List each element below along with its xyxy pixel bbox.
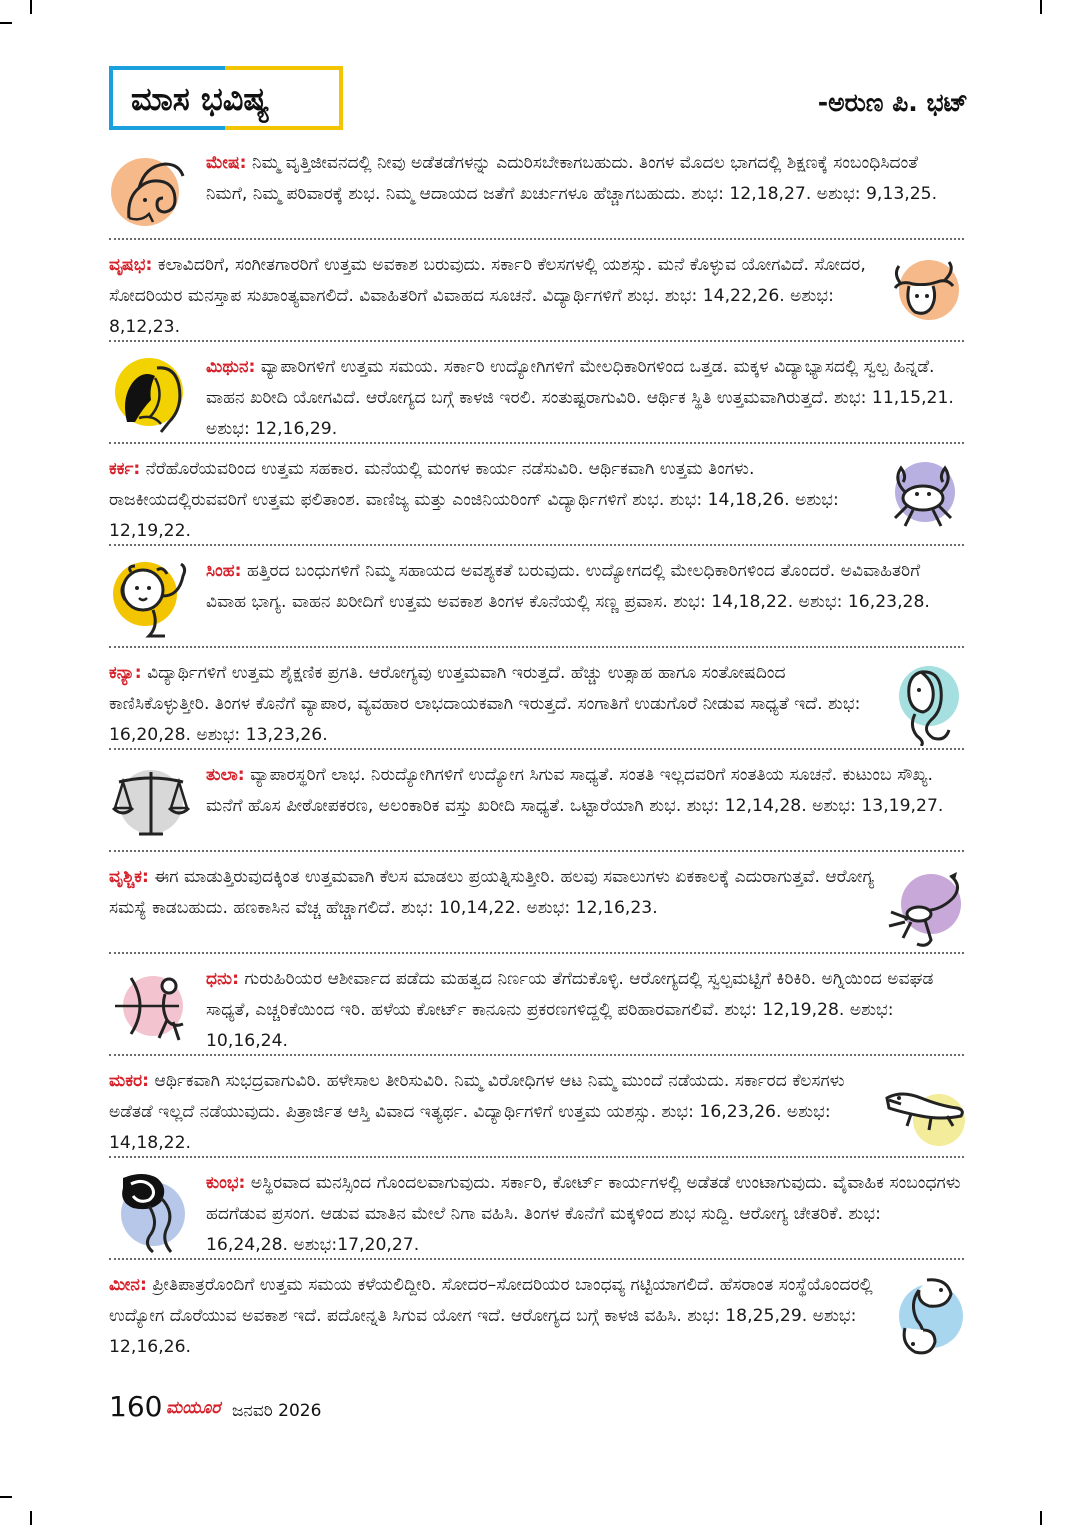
horoscope-entry-simha xyxy=(109,550,964,646)
horoscope-entry-vrishabha xyxy=(109,244,964,340)
sign-name: ವೃಷಭ: xyxy=(109,255,153,275)
entry-body: ಹತ್ತಿರದ ಬಂಧುಗಳಿಗೆ ನಿಮ್ಮ ಸಹಾಯದ ಅವಶ್ಯಕತೆ ಬರುವುದು. ಉದ್ಯೋಗದಲ್ಲಿ ಮೇಲಧಿಕಾರಿಗಳಿಂದ ತೊಂದರೆ. ಅವಿವಾಹಿತರಿಗೆ ವಿವಾಹ ಭಾಗ್ಯ. ವಾಹನ ಖರೀದಿಗೆ ಉತ್ತಮ ಅವಕಾಶ ತಿಂಗಳ ಕೊನೆಯಲ್ಲಿ ಸಣ್ಣ ಪ್ರವಾಸ. ಶುಭ: 14,18,22. ಅಶುಭ: 16,23,28. xyxy=(206,561,930,612)
entry-text xyxy=(109,1270,881,1363)
sign-name: ಸಿಂಹ: xyxy=(206,561,242,581)
archer-icon xyxy=(109,964,195,1050)
maiden-icon xyxy=(881,660,967,746)
dotted-divider xyxy=(109,1054,964,1056)
entry-body: ಆರ್ಥಿಕವಾಗಿ ಸುಭದ್ರವಾಗುವಿರಿ. ಹಳೇಸಾಲ ತೀರಿಸುವಿರಿ. ನಿಮ್ಮ ವಿರೋಧಿಗಳ ಆಟ ನಿಮ್ಮ ಮುಂದೆ ನಡೆಯದು. ಸರ್ಕಾರದ ಕೆಲಸಗಳು ಅಡೆತಡೆ ಇಲ್ಲದೆ ನಡೆಯುವುದು. ಪಿತ್ರಾರ್ಜಿತ ಆಸ್ತಿ ವಿವಾದ ಇತ್ಯರ್ಥ. ವಿದ್ಯಾರ್ಥಿಗಳಿಗೆ ಉತ್ತಮ ಯಶಸ್ಸು. ಶುಭ: 16,23,26. ಅಶುಭ: 14,18,22. xyxy=(109,1071,845,1153)
author-name: -ಅರುಣ ಪಿ. ಭಟ್ xyxy=(817,88,968,117)
entry-body: ಗುರುಹಿರಿಯರ ಆಶೀರ್ವಾದ ಪಡೆದು ಮಹತ್ವದ ನಿರ್ಣಯ ತೆಗೆದುಕೊಳ್ಳಿ. ಆರೋಗ್ಯದಲ್ಲಿ ಸ್ವಲ್ಪಮಟ್ಟಿಗೆ ಕಿರಿಕಿರಿ. ಅಗ್ನಿಯಿಂದ ಅವಘಡ ಸಾಧ್ಯತೆ, ಎಚ್ಚರಿಕೆಯಿಂದ ಇರಿ. ಹಳೆಯ ಕೋರ್ಟ್ ಕಾನೂನು ಪ್ರಕರಣಗಳಿದ್ದಲ್ಲಿ ಪರಿಹಾರವಾಗಲಿವೆ. ಶುಭ: 12,19,28. ಅಶುಭ: 10,16,24. xyxy=(206,969,934,1051)
dotted-divider xyxy=(109,1258,964,1260)
sign-name: ಕನ್ಯಾ: xyxy=(109,663,142,683)
sign-name: ಮೇಷ: xyxy=(206,153,247,173)
dotted-divider xyxy=(109,850,964,852)
entry-text xyxy=(109,250,881,343)
entry-text xyxy=(206,760,964,822)
dotted-divider xyxy=(109,646,964,648)
dotted-divider xyxy=(109,340,964,342)
horoscope-entry-dhanu xyxy=(109,958,964,1054)
sign-name: ಮಕರ: xyxy=(109,1071,150,1091)
sign-name: ಕುಂಭ: xyxy=(206,1173,246,1193)
entry-text xyxy=(109,862,881,924)
crop-mark xyxy=(30,1511,32,1525)
entry-text xyxy=(206,148,964,210)
entry-body: ಅಸ್ಥಿರವಾದ ಮನಸ್ಸಿಂದ ಗೊಂದಲವಾಗುವುದು. ಸರ್ಕಾರಿ, ಕೋರ್ಟ್ ಕಾರ್ಯಗಳಲ್ಲಿ ಅಡೆತಡೆ ಉಂಟಾಗುವುದು. ವೈವಾಹಿಕ ಸಂಬಂಧಗಳು ಹದಗೆಡುವ ಪ್ರಸಂಗ. ಆಡುವ ಮಾತಿನ ಮೇಲೆ ನಿಗಾ ವಹಿಸಿ. ತಿಂಗಳ ಕೊನೆಗೆ ಮಕ್ಕಳಿಂದ ಶುಭ ಸುದ್ದಿ. ಆರೋಗ್ಯ ಚೇತರಿಕೆ. ಶುಭ: 16,24,28. ಅಶುಭ:17,20,27. xyxy=(206,1173,961,1255)
entry-body: ವಿದ್ಯಾರ್ಥಿಗಳಿಗೆ ಉತ್ತಮ ಶೈಕ್ಷಣಿಕ ಪ್ರಗತಿ. ಆರೋಗ್ಯವು ಉತ್ತಮವಾಗಿ ಇರುತ್ತದೆ. ಹೆಚ್ಚು ಉತ್ಸಾಹ ಹಾಗೂ ಸಂತೋಷದಿಂದ ಕಾಣಿಸಿಕೊಳ್ಳುತ್ತೀರಿ. ತಿಂಗಳ ಕೊನೆಗೆ ವ್ಯಾಪಾರ, ವ್ಯವಹಾರ ಲಾಭದಾಯಕವಾಗಿ ಇರುತ್ತದೆ. ಸಂಗಾತಿಗೆ ಉಡುಗೊರೆ ನೀಡುವ ಸಾಧ್ಯತೆ ಇದೆ. ಶುಭ: 16,20,28. ಅಶುಭ: 13,23,26. xyxy=(109,663,861,745)
crop-mark xyxy=(0,1496,12,1498)
sign-name: ವೃಶ್ಚಿಕ: xyxy=(109,867,149,887)
fish-icon xyxy=(881,1272,967,1358)
entry-text xyxy=(206,964,964,1057)
crop-mark xyxy=(30,0,32,14)
horoscope-entry-vrishchika xyxy=(109,856,964,952)
horoscope-entry-meena xyxy=(109,1264,964,1360)
page-number: 160 xyxy=(109,1390,163,1423)
entry-body: ಈಗ ಮಾಡುತ್ತಿರುವುದಕ್ಕಿಂತ ಉತ್ತಮವಾಗಿ ಕೆಲಸ ಮಾಡಲು ಪ್ರಯತ್ನಿಸುತ್ತೀರಿ. ಹಲವು ಸವಾಲುಗಳು ಏಕಕಾಲಕ್ಕೆ ಎದುರಾಗುತ್ತವೆ. ಆರೋಗ್ಯ ಸಮಸ್ಯೆ ಕಾಡಬಹುದು. ಹಣಕಾಸಿನ ವೆಚ್ಚ ಹೆಚ್ಚಾಗಲಿದೆ. ಶುಭ: 10,14,22. ಅಶುಭ: 12,16,23. xyxy=(109,867,875,918)
entry-text xyxy=(206,556,964,618)
dotted-divider xyxy=(109,1156,964,1158)
sign-name: ಮೀನ: xyxy=(109,1275,147,1295)
twins-icon xyxy=(109,352,195,438)
horoscope-entry-mesha xyxy=(109,142,964,238)
issue-date: ಜನವರಿ 2026 xyxy=(232,1401,322,1421)
entry-text xyxy=(109,454,881,547)
sign-name: ಕರ್ಕ: xyxy=(109,459,141,479)
horoscope-entry-kumbha xyxy=(109,1162,964,1258)
entry-body: ನೆರೆಹೊರೆಯವರಿಂದ ಉತ್ತಮ ಸಹಕಾರ. ಮನೆಯಲ್ಲಿ ಮಂಗಳ ಕಾರ್ಯ ನಡೆಸುವಿರಿ. ಆರ್ಥಿಕವಾಗಿ ಉತ್ತಮ ತಿಂಗಳು. ರಾಜಕೀಯದಲ್ಲಿರುವವರಿಗೆ ಉತ್ತಮ ಫಲಿತಾಂಶ. ವಾಣಿಜ್ಯ ಮತ್ತು ಎಂಜಿನಿಯರಿಂಗ್ ವಿದ್ಯಾರ್ಥಿಗಳಿಗೆ ಶುಭ. ಶುಭ: 14,18,26. ಅಶುಭ: 12,19,22. xyxy=(109,459,839,541)
dotted-divider xyxy=(109,952,964,954)
crop-mark xyxy=(1040,1511,1042,1525)
dotted-divider xyxy=(109,238,964,240)
entry-text xyxy=(109,658,881,751)
horoscope-entry-tula xyxy=(109,754,964,850)
entry-text xyxy=(109,1066,881,1159)
horoscope-entry-kanya xyxy=(109,652,964,748)
crop-mark xyxy=(1040,0,1042,14)
sign-name: ತುಲಾ: xyxy=(206,765,245,785)
page-title: ಮಾಸ ಭವಿಷ್ಯ xyxy=(131,80,270,118)
bull-icon xyxy=(881,252,967,338)
crop-mark xyxy=(0,22,12,24)
entry-body: ಕಲಾವಿದರಿಗೆ, ಸಂಗೀತಗಾರರಿಗೆ ಉತ್ತಮ ಅವಕಾಶ ಬರುವುದು. ಸರ್ಕಾರಿ ಕೆಲಸಗಳಲ್ಲಿ ಯಶಸ್ಸು. ಮನೆ ಕೊಳ್ಳುವ ಯೋಗವಿದೆ. ಸೋದರ, ಸೋದರಿಯರ ಮನಸ್ತಾಪ ಸುಖಾಂತ್ಯವಾಗಲಿದೆ. ವಿವಾಹಿತರಿಗೆ ವಿವಾಹದ ಸೂಚನೆ. ವಿದ್ಯಾರ್ಥಿಗಳಿಗೆ ಶುಭ. ಶುಭ: 14,22,26. ಅಶುಭ: 8,12,23. xyxy=(109,255,866,337)
scorpion-icon xyxy=(881,864,967,950)
dotted-divider xyxy=(109,544,964,546)
entry-body: ವ್ಯಾಪಾರಿಗಳಿಗೆ ಉತ್ತಮ ಸಮಯ. ಸರ್ಕಾರಿ ಉದ್ಯೋಗಿಗಳಿಗೆ ಮೇಲಧಿಕಾರಿಗಳಿಂದ ಒತ್ತಡ. ಮಕ್ಕಳ ವಿದ್ಯಾಭ್ಯಾಸದಲ್ಲಿ ಸ್ವಲ್ಪ ಹಿನ್ನಡೆ. ವಾಹನ ಖರೀದಿ ಯೋಗವಿದೆ. ಆರೋಗ್ಯದ ಬಗ್ಗೆ ಕಾಳಜಿ ಇರಲಿ. ಸಂತುಷ್ಟರಾಗುವಿರಿ. ಆರ್ಥಿಕ ಸ್ಥಿತಿ ಉತ್ತಮವಾಗಿರುತ್ತದೆ. ಶುಭ: 11,15,21. ಅಶುಭ: 12,16,29. xyxy=(206,357,954,439)
lion-icon xyxy=(109,556,195,642)
entry-body: ಪ್ರೀತಿಪಾತ್ರರೊಂದಿಗೆ ಉತ್ತಮ ಸಮಯ ಕಳೆಯಲಿದ್ದೀರಿ. ಸೋದರ–ಸೋದರಿಯರ ಬಾಂಧವ್ಯ ಗಟ್ಟಿಯಾಗಲಿದೆ. ಹೆಸರಾಂತ ಸಂಸ್ಥೆಯೊಂದರಲ್ಲಿ ಉದ್ಯೋಗ ದೊರೆಯುವ ಅವಕಾಶ ಇದೆ. ಪದೋನ್ನತಿ ಸಿಗುವ ಯೋಗ ಇದೆ. ಆರೋಗ್ಯದ ಬಗ್ಗೆ ಕಾಳಜಿ ವಹಿಸಿ. ಶುಭ: 18,25,29. ಅಶುಭ: 12,16,26. xyxy=(109,1275,873,1357)
entry-body: ವ್ಯಾಪಾರಸ್ಥರಿಗೆ ಲಾಭ. ನಿರುದ್ಯೋಗಿಗಳಿಗೆ ಉದ್ಯೋಗ ಸಿಗುವ ಸಾಧ್ಯತೆ. ಸಂತತಿ ಇಲ್ಲದವರಿಗೆ ಸಂತತಿಯ ಸೂಚನೆ. ಕುಟುಂಬ ಸೌಖ್ಯ. ಮನೆಗೆ ಹೊಸ ಪೀಠೋಪಕರಣ, ಅಲಂಕಾರಿಕ ವಸ್ತು ಖರೀದಿ ಸಾಧ್ಯತೆ. ಒಟ್ಟಾರೆಯಾಗಿ ಶುಭ. ಶುಭ: 12,14,28. ಅಶುಭ: 13,19,27. xyxy=(206,765,944,816)
scales-icon xyxy=(109,760,195,846)
sign-name: ಧನು: xyxy=(206,969,239,989)
water-pot-icon xyxy=(109,1168,195,1254)
entry-text xyxy=(206,352,964,445)
title-box xyxy=(109,66,343,130)
sign-name: ಮಿಥುನ: xyxy=(206,357,256,377)
dotted-divider xyxy=(109,748,964,750)
dotted-divider xyxy=(109,442,964,444)
horoscope-entry-makara xyxy=(109,1060,964,1156)
horoscope-entry-karka xyxy=(109,448,964,544)
crocodile-icon xyxy=(881,1068,967,1154)
crab-icon xyxy=(881,456,967,542)
magazine-logo: ಮಯೂರ xyxy=(166,1398,221,1418)
entry-body: ನಿಮ್ಮ ವೃತ್ತಿಜೀವನದಲ್ಲಿ ನೀವು ಅಡೆತಡೆಗಳನ್ನು ಎದುರಿಸಬೇಕಾಗಬಹುದು. ತಿಂಗಳ ಮೊದಲ ಭಾಗದಲ್ಲಿ ಶಿಕ್ಷಣಕ್ಕೆ ಸಂಬಂಧಿಸಿದಂತೆ ನಿಮಗೆ, ನಿಮ್ಮ ಪರಿವಾರಕ್ಕೆ ಶುಭ. ನಿಮ್ಮ ಆದಾಯದ ಜತೆಗೆ ಖರ್ಚುಗಳೂ ಹೆಚ್ಚಾಗಬಹುದು. ಶುಭ: 12,18,27. ಅಶುಭ: 9,13,25. xyxy=(206,153,938,204)
entry-text xyxy=(206,1168,964,1261)
ram-icon xyxy=(109,148,195,234)
horoscope-entry-mithuna xyxy=(109,346,964,442)
